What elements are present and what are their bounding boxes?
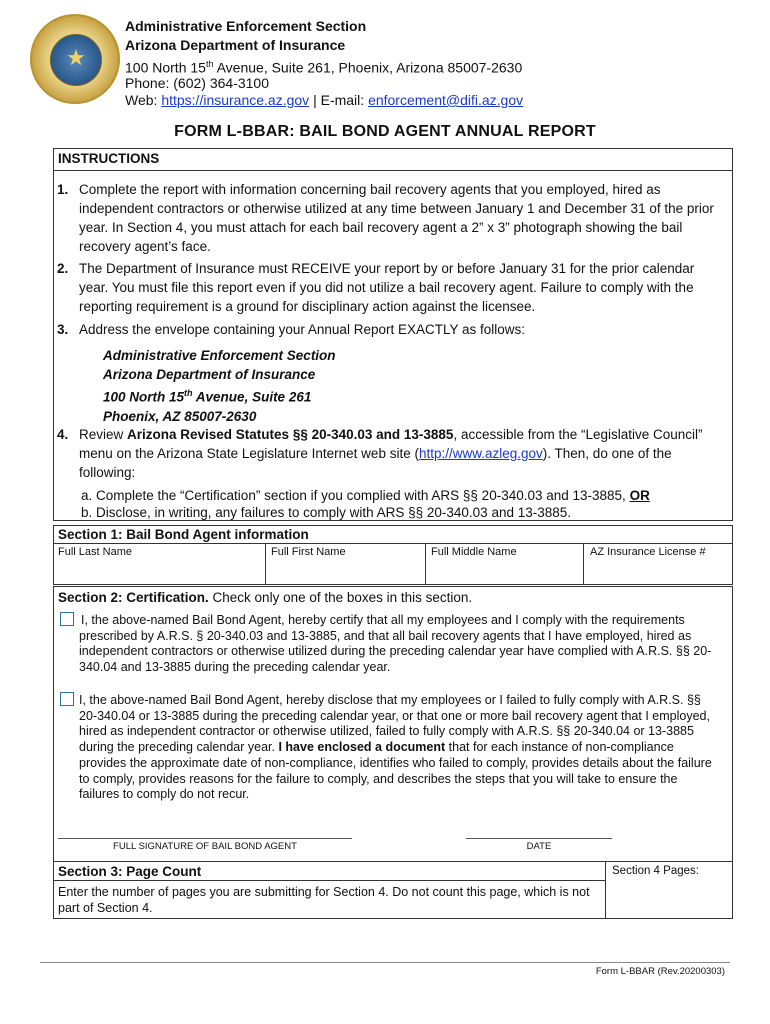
pages-divider bbox=[605, 861, 606, 919]
seal-center bbox=[50, 34, 102, 86]
header-web: Web: https://insurance.az.gov | E-mail: enforcement@difi.az.gov bbox=[125, 92, 524, 108]
website-link[interactable]: https://insurance.az.gov bbox=[161, 92, 310, 108]
header-section-name: Administrative Enforcement Section bbox=[125, 18, 367, 34]
middle-name-field[interactable]: Full Middle Name bbox=[431, 546, 517, 558]
certify-statement: I, the above-named Bail Bond Agent, hereby certify that all my employees and I comply with the requirements prescribed by A.R.S. § 20-340.03 and 13-3885, and that all bail recovery agents that I have employed, hired as independent contractors or otherwise utilized during the preceding calendar year have complied with A.R.S. §§ 20-340.04 and 13-3885 during the preceding calendar year. bbox=[79, 613, 712, 675]
header-phone: Phone: (602) 364-3100 bbox=[125, 75, 269, 91]
section4-pages-field[interactable]: Section 4 Pages: bbox=[612, 865, 699, 877]
section1-title: Section 1: Bail Bond Agent information bbox=[58, 527, 309, 542]
form-title: FORM L-BBAR: BAIL BOND AGENT ANNUAL REPORT bbox=[174, 123, 596, 140]
section3-title: Section 3: Page Count bbox=[58, 864, 202, 879]
section2-title: Section 2: Certification. Check only one of the boxes in this section. bbox=[58, 590, 473, 605]
header-department: Arizona Department of Insurance bbox=[125, 37, 346, 53]
instruction-4b: b. Disclose, in writing, any failures to comply with ARS §§ 20-340.03 and 13-3885. bbox=[81, 505, 572, 520]
instructions-divider bbox=[53, 170, 733, 171]
license-number-field[interactable]: AZ Insurance License # bbox=[590, 546, 706, 558]
header-address: 100 North 15th Avenue, Suite 261, Phoenix, Arizona 85007-2630 bbox=[125, 59, 523, 76]
certify-checkbox[interactable] bbox=[60, 612, 74, 626]
disclose-checkbox[interactable] bbox=[60, 692, 74, 706]
instructions-heading: INSTRUCTIONS bbox=[58, 151, 160, 166]
last-name-field[interactable]: Full Last Name bbox=[58, 546, 132, 558]
field-divider bbox=[425, 543, 426, 585]
field-divider bbox=[583, 543, 584, 585]
azleg-link[interactable]: http://www.azleg.gov bbox=[418, 446, 543, 461]
disclose-statement: I, the above-named Bail Bond Agent, hereby disclose that my employees or I failed to fully comply with A.R.S. §§ 20-340.04 or 13-3885 during the preceding calendar year, or that one or more bail recovery agent that I employed, hired as independent contractor or otherwise utilized, failed to fully comply with A.R.S. §§ 20-340.04 or 13-3885 during the preceding calendar year. I have enclosed a document that for each instance of non-compliance provides the approximate date of non-compliance, identifies who failed to comply, provides details about the failure to comply, provides reasons for the failure to comply, and describes the steps that you will take to ensure the failures to comply do not recur. bbox=[79, 693, 712, 802]
star-icon: ★ bbox=[66, 45, 86, 70]
mailing-address: Administrative Enforcement Section Arizona Department of Insurance 100 North 15th Avenue, Suite 261 Phoenix, AZ 85007-2630 bbox=[103, 348, 336, 424]
arizona-seal bbox=[30, 14, 120, 104]
field-divider bbox=[265, 543, 266, 585]
instruction-4a: a. Complete the “Certification” section if you complied with ARS §§ 20-340.03 and 13-3885, OR bbox=[81, 488, 650, 503]
section1-divider bbox=[53, 543, 733, 544]
form-revision: Form L-BBAR (Rev.20200303) bbox=[595, 966, 725, 977]
date-line[interactable] bbox=[466, 838, 612, 839]
first-name-field[interactable]: Full First Name bbox=[271, 546, 346, 558]
signature-label: FULL SIGNATURE OF BAIL BOND AGENT bbox=[113, 841, 297, 852]
footer-rule bbox=[40, 962, 730, 963]
signature-line[interactable] bbox=[58, 838, 352, 839]
section3-divider bbox=[53, 880, 606, 881]
date-label: DATE bbox=[526, 841, 552, 852]
section3-text: Enter the number of pages you are submitting for Section 4. Do not count this page, which is not part of Section 4. bbox=[58, 885, 590, 915]
email-link[interactable]: enforcement@difi.az.gov bbox=[368, 92, 524, 108]
